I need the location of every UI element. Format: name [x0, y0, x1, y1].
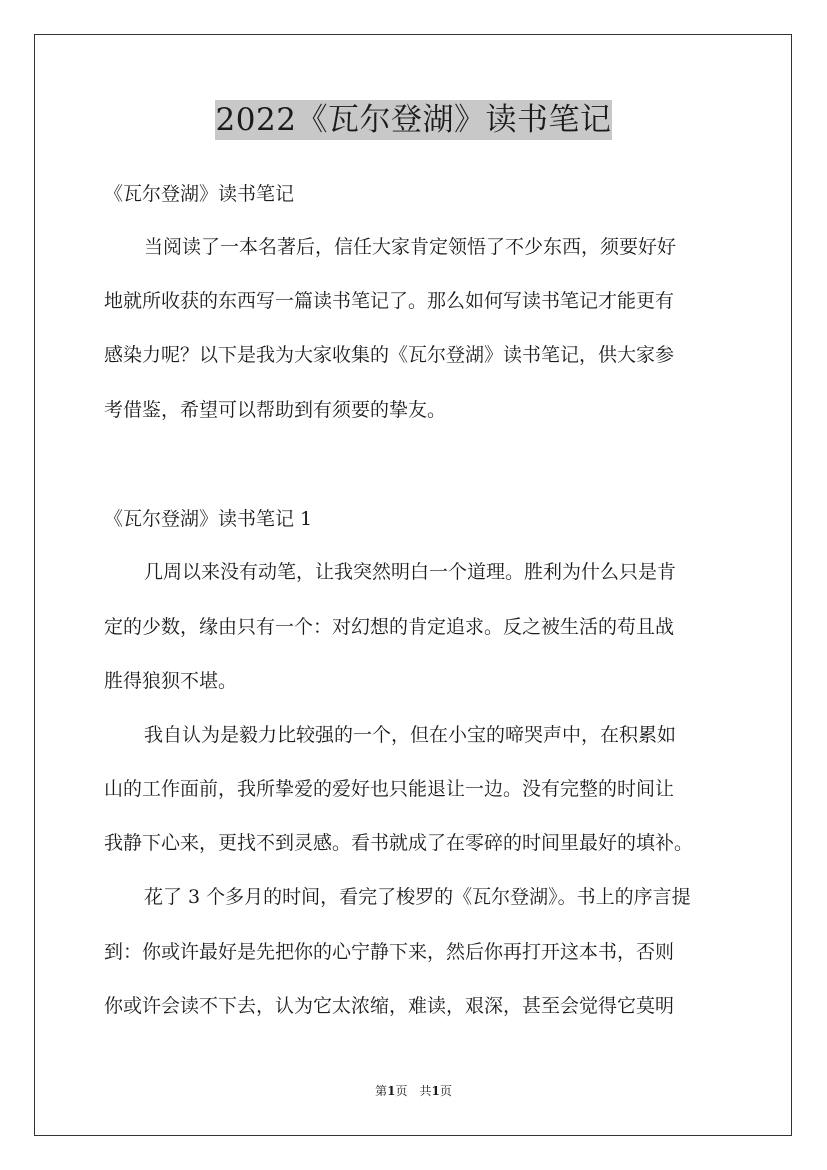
document-title-text: 2022《瓦尔登湖》读书笔记 [215, 102, 612, 138]
intro-line-1: 当阅读了一本名著后，信任大家肯定领悟了不少东西，须要好好 [144, 236, 677, 258]
total-prefix: 共 [419, 1084, 432, 1098]
section-1-heading: 《瓦尔登湖》读书笔记 1 [104, 508, 313, 530]
page-indicator [375, 1084, 407, 1098]
paragraph-3-line-2: 到：你或许最好是先把你的心宁静下来，然后你再打开这本书，否则 [104, 941, 675, 963]
intro-line-3: 感染力呢？以下是我为大家收集的《瓦尔登湖》读书笔记，供大家参 [104, 344, 675, 366]
paragraph-2-line-3: 我静下心来，更找不到灵感。看书就成了在零碎的时间里最好的填补。 [104, 832, 694, 854]
page-suffix: 页 [395, 1084, 408, 1098]
page-number: 1 [387, 1084, 396, 1098]
total-pages-number: 1 [431, 1084, 440, 1098]
paragraph-1-line-1: 几周以来没有动笔，让我突然明白一个道理。胜利为什么只是肯 [144, 561, 677, 583]
total-suffix: 页 [439, 1084, 452, 1098]
intro-line-4: 考借鉴，希望可以帮助到有须要的挚友。 [104, 399, 447, 421]
intro-line-2: 地就所收获的东西写一篇读书笔记了。那么如何写读书笔记才能更有 [104, 290, 675, 312]
paragraph-2-line-2: 山的工作面前，我所挚爱的爱好也只能退让一边。没有完整的时间让 [104, 778, 675, 800]
document-subtitle: 《瓦尔登湖》读书笔记 [104, 183, 295, 205]
paragraph-1-line-2: 定的少数，缘由只有一个：对幻想的肯定追求。反之被生活的苟且战 [104, 616, 675, 638]
page-footer [0, 1083, 827, 1099]
page-prefix: 第 [375, 1084, 388, 1098]
paragraph-1-line-3: 胜得狼狈不堪。 [104, 670, 238, 692]
document-title [0, 100, 827, 140]
paragraph-2-line-1: 我自认为是毅力比较强的一个，但在小宝的啼哭声中，在积累如 [144, 724, 677, 746]
total-pages-indicator [420, 1084, 452, 1098]
paragraph-3-line-3: 你或许会读不下去，认为它太浓缩，难读，艰深，甚至会觉得它莫明 [104, 995, 675, 1017]
paragraph-3-line-1: 花了 3 个多月的时间，看完了梭罗的《瓦尔登湖》。书上的序言提 [144, 886, 691, 908]
